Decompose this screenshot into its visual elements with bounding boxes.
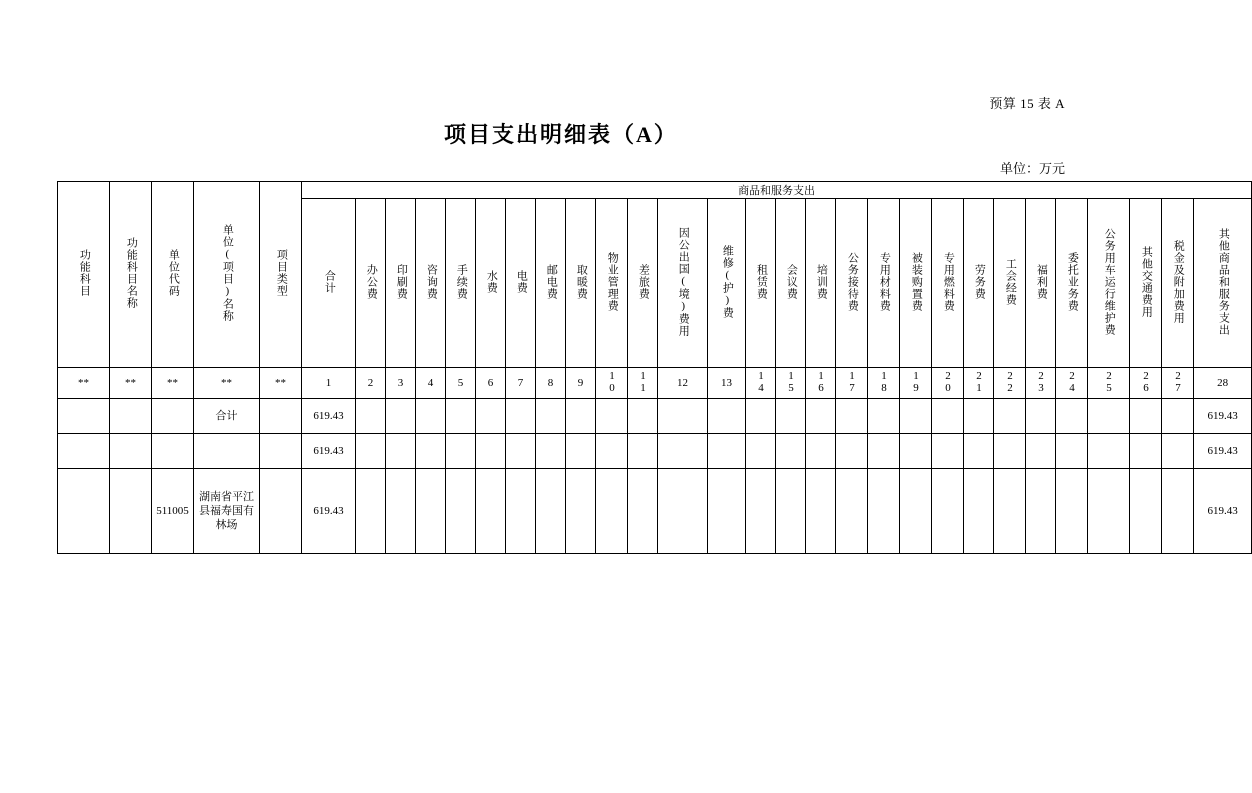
cell-welfare-fee bbox=[1026, 469, 1056, 554]
col-header-tax-surcharge-fee: 税金及附加费用 bbox=[1162, 199, 1194, 368]
cell-other-transport-fee bbox=[1130, 469, 1162, 554]
cell-project-type bbox=[260, 399, 302, 434]
cell-heating-fee bbox=[566, 469, 596, 554]
cell-overseas-fee bbox=[658, 399, 708, 434]
cell-tax-surcharge-fee bbox=[1162, 434, 1194, 469]
table-row bbox=[58, 469, 1252, 554]
col-header-post-telecom-fee: 邮电费 bbox=[536, 199, 566, 368]
cell-project-type bbox=[260, 469, 302, 554]
col-header-official-reception-fee: 公务接待费 bbox=[836, 199, 868, 368]
col-header-consulting-fee: 咨询费 bbox=[416, 199, 446, 368]
col-header-travel-fee: 差旅费 bbox=[628, 199, 658, 368]
col-header-maintenance-fee: 维修(护)费 bbox=[708, 199, 746, 368]
cell-travel-fee bbox=[628, 469, 658, 554]
cell-property-management-fee bbox=[596, 469, 628, 554]
index-cell-28: 28 bbox=[1194, 368, 1252, 399]
cell-rental-fee bbox=[746, 399, 776, 434]
cell-consulting-fee bbox=[416, 399, 446, 434]
cell-special-fuel-fee bbox=[932, 434, 964, 469]
cell-post-telecom-fee bbox=[536, 434, 566, 469]
cell-handling-fee bbox=[446, 434, 476, 469]
cell-travel-fee bbox=[628, 434, 658, 469]
cell-total: 619.43 bbox=[302, 469, 356, 554]
cell-printing-fee bbox=[386, 469, 416, 554]
col-header-training-fee: 培训费 bbox=[806, 199, 836, 368]
cell-union-fee bbox=[994, 434, 1026, 469]
cell-training-fee bbox=[806, 469, 836, 554]
cell-func-name bbox=[110, 469, 152, 554]
col-header-other-goods-services: 其他商品和服务支出 bbox=[1194, 199, 1252, 368]
index-cell-13: 13 bbox=[708, 368, 746, 399]
col-header-overseas-fee: 因公出国(境)费用 bbox=[658, 199, 708, 368]
index-cell-2: 2 bbox=[356, 368, 386, 399]
index-cell-9: 9 bbox=[566, 368, 596, 399]
table-index-row bbox=[58, 368, 1252, 399]
col-header-union-fee: 工会经费 bbox=[994, 199, 1026, 368]
cell-other-goods-services: 619.43 bbox=[1194, 434, 1252, 469]
col-header-printing-fee: 印刷费 bbox=[386, 199, 416, 368]
col-header-labor-fee: 劳务费 bbox=[964, 199, 994, 368]
star-cell-func-name: ** bbox=[110, 368, 152, 399]
table-row bbox=[58, 399, 1252, 434]
index-cell-3: 3 bbox=[386, 368, 416, 399]
cell-official-vehicle-fee bbox=[1088, 434, 1130, 469]
index-cell-15: 15 bbox=[776, 368, 806, 399]
index-cell-6: 6 bbox=[476, 368, 506, 399]
cell-other-goods-services: 619.43 bbox=[1194, 399, 1252, 434]
index-cell-1: 1 bbox=[302, 368, 356, 399]
cell-water-fee bbox=[476, 469, 506, 554]
index-cell-4: 4 bbox=[416, 368, 446, 399]
col-header-project-type: 项目类型 bbox=[260, 182, 302, 368]
col-header-special-material-fee: 专用材料费 bbox=[868, 199, 900, 368]
col-header-special-fuel-fee: 专用燃料费 bbox=[932, 199, 964, 368]
cell-special-fuel-fee bbox=[932, 399, 964, 434]
index-cell-8: 8 bbox=[536, 368, 566, 399]
cell-post-telecom-fee bbox=[536, 399, 566, 434]
cell-meeting-fee bbox=[776, 434, 806, 469]
index-cell-26: 26 bbox=[1130, 368, 1162, 399]
cell-unit-code: 511005 bbox=[152, 469, 194, 554]
index-cell-23: 23 bbox=[1026, 368, 1056, 399]
cell-training-fee bbox=[806, 399, 836, 434]
cell-printing-fee bbox=[386, 434, 416, 469]
cell-labor-fee bbox=[964, 469, 994, 554]
cell-rental-fee bbox=[746, 469, 776, 554]
col-header-rental-fee: 租赁费 bbox=[746, 199, 776, 368]
cell-tax-surcharge-fee bbox=[1162, 469, 1194, 554]
cell-overseas-fee bbox=[658, 469, 708, 554]
cell-labor-fee bbox=[964, 434, 994, 469]
cell-other-transport-fee bbox=[1130, 399, 1162, 434]
cell-meeting-fee bbox=[776, 399, 806, 434]
cell-office-fee bbox=[356, 434, 386, 469]
col-header-office-fee: 办公费 bbox=[356, 199, 386, 368]
cell-total: 619.43 bbox=[302, 434, 356, 469]
cell-unit-name: 合计 bbox=[194, 399, 260, 434]
col-header-unit-code: 单位代码 bbox=[152, 182, 194, 368]
cell-post-telecom-fee bbox=[536, 469, 566, 554]
cell-tax-surcharge-fee bbox=[1162, 399, 1194, 434]
cell-electricity-fee bbox=[506, 399, 536, 434]
cell-official-reception-fee bbox=[836, 434, 868, 469]
cell-special-material-fee bbox=[868, 399, 900, 434]
index-cell-25: 25 bbox=[1088, 368, 1130, 399]
cell-welfare-fee bbox=[1026, 399, 1056, 434]
col-header-property-management-fee: 物业管理费 bbox=[596, 199, 628, 368]
cell-unit-code bbox=[152, 434, 194, 469]
cell-welfare-fee bbox=[1026, 434, 1056, 469]
index-cell-11: 11 bbox=[628, 368, 658, 399]
cell-official-vehicle-fee bbox=[1088, 399, 1130, 434]
col-header-meeting-fee: 会议费 bbox=[776, 199, 806, 368]
star-cell-project-type: ** bbox=[260, 368, 302, 399]
cell-office-fee bbox=[356, 469, 386, 554]
cell-func-code bbox=[58, 434, 110, 469]
col-header-official-vehicle-fee: 公务用车运行维护费 bbox=[1088, 199, 1130, 368]
cell-func-name bbox=[110, 434, 152, 469]
col-header-clothing-purchase-fee: 被装购置费 bbox=[900, 199, 932, 368]
index-cell-5: 5 bbox=[446, 368, 476, 399]
cell-water-fee bbox=[476, 434, 506, 469]
cell-func-code bbox=[58, 399, 110, 434]
index-cell-12: 12 bbox=[658, 368, 708, 399]
cell-handling-fee bbox=[446, 399, 476, 434]
cell-rental-fee bbox=[746, 434, 776, 469]
cell-func-code bbox=[58, 469, 110, 554]
cell-union-fee bbox=[994, 469, 1026, 554]
cell-maintenance-fee bbox=[708, 399, 746, 434]
expenditure-detail-table bbox=[57, 181, 1252, 554]
cell-union-fee bbox=[994, 399, 1026, 434]
cell-entrusted-business-fee bbox=[1056, 469, 1088, 554]
cell-meeting-fee bbox=[776, 469, 806, 554]
cell-entrusted-business-fee bbox=[1056, 434, 1088, 469]
cell-property-management-fee bbox=[596, 434, 628, 469]
cell-maintenance-fee bbox=[708, 469, 746, 554]
cell-travel-fee bbox=[628, 399, 658, 434]
table-row bbox=[58, 434, 1252, 469]
col-group-header-goods-services: 商品和服务支出 bbox=[302, 182, 1252, 199]
star-cell-unit-code: ** bbox=[152, 368, 194, 399]
cell-labor-fee bbox=[964, 399, 994, 434]
cell-entrusted-business-fee bbox=[1056, 399, 1088, 434]
cell-official-reception-fee bbox=[836, 399, 868, 434]
form-code-label: 预算 15 表 A bbox=[989, 96, 1065, 111]
col-header-func-code: 功能科目 bbox=[58, 182, 110, 368]
cell-official-reception-fee bbox=[836, 469, 868, 554]
cell-maintenance-fee bbox=[708, 434, 746, 469]
page-title: 项目支出明细表（A） bbox=[444, 122, 678, 147]
cell-official-vehicle-fee bbox=[1088, 469, 1130, 554]
cell-unit-name bbox=[194, 434, 260, 469]
cell-other-goods-services: 619.43 bbox=[1194, 469, 1252, 554]
index-cell-17: 17 bbox=[836, 368, 868, 399]
cell-special-material-fee bbox=[868, 469, 900, 554]
col-header-welfare-fee: 福利费 bbox=[1026, 199, 1056, 368]
col-header-heating-fee: 取暖费 bbox=[566, 199, 596, 368]
index-cell-19: 19 bbox=[900, 368, 932, 399]
cell-other-transport-fee bbox=[1130, 434, 1162, 469]
col-header-water-fee: 水费 bbox=[476, 199, 506, 368]
index-cell-24: 24 bbox=[1056, 368, 1088, 399]
index-cell-20: 20 bbox=[932, 368, 964, 399]
col-header-electricity-fee: 电费 bbox=[506, 199, 536, 368]
col-header-total: 合计 bbox=[302, 199, 356, 368]
col-header-func-name: 功能科目名称 bbox=[110, 182, 152, 368]
unit-note-label: 单位：万元 bbox=[999, 161, 1065, 176]
cell-special-material-fee bbox=[868, 434, 900, 469]
cell-special-fuel-fee bbox=[932, 469, 964, 554]
cell-consulting-fee bbox=[416, 469, 446, 554]
col-header-handling-fee: 手续费 bbox=[446, 199, 476, 368]
cell-office-fee bbox=[356, 399, 386, 434]
cell-consulting-fee bbox=[416, 434, 446, 469]
cell-property-management-fee bbox=[596, 399, 628, 434]
index-cell-22: 22 bbox=[994, 368, 1026, 399]
index-cell-16: 16 bbox=[806, 368, 836, 399]
cell-clothing-purchase-fee bbox=[900, 399, 932, 434]
cell-heating-fee bbox=[566, 434, 596, 469]
index-cell-18: 18 bbox=[868, 368, 900, 399]
index-cell-21: 21 bbox=[964, 368, 994, 399]
index-cell-10: 10 bbox=[596, 368, 628, 399]
table-group-header-row bbox=[58, 182, 1252, 199]
col-header-entrusted-business-fee: 委托业务费 bbox=[1056, 199, 1088, 368]
col-header-unit-name: 单位(项目)名称 bbox=[194, 182, 260, 368]
cell-overseas-fee bbox=[658, 434, 708, 469]
cell-clothing-purchase-fee bbox=[900, 434, 932, 469]
cell-water-fee bbox=[476, 399, 506, 434]
index-cell-27: 27 bbox=[1162, 368, 1194, 399]
index-cell-14: 14 bbox=[746, 368, 776, 399]
cell-clothing-purchase-fee bbox=[900, 469, 932, 554]
cell-total: 619.43 bbox=[302, 399, 356, 434]
cell-unit-name: 湖南省平江县福寿国有林场 bbox=[194, 469, 260, 554]
cell-electricity-fee bbox=[506, 434, 536, 469]
star-cell-unit-name: ** bbox=[194, 368, 260, 399]
cell-heating-fee bbox=[566, 399, 596, 434]
cell-handling-fee bbox=[446, 469, 476, 554]
cell-electricity-fee bbox=[506, 469, 536, 554]
cell-project-type bbox=[260, 434, 302, 469]
col-header-other-transport-fee: 其他交通费用 bbox=[1130, 199, 1162, 368]
cell-printing-fee bbox=[386, 399, 416, 434]
star-cell-func-code: ** bbox=[58, 368, 110, 399]
cell-training-fee bbox=[806, 434, 836, 469]
cell-unit-code bbox=[152, 399, 194, 434]
cell-func-name bbox=[110, 399, 152, 434]
index-cell-7: 7 bbox=[506, 368, 536, 399]
